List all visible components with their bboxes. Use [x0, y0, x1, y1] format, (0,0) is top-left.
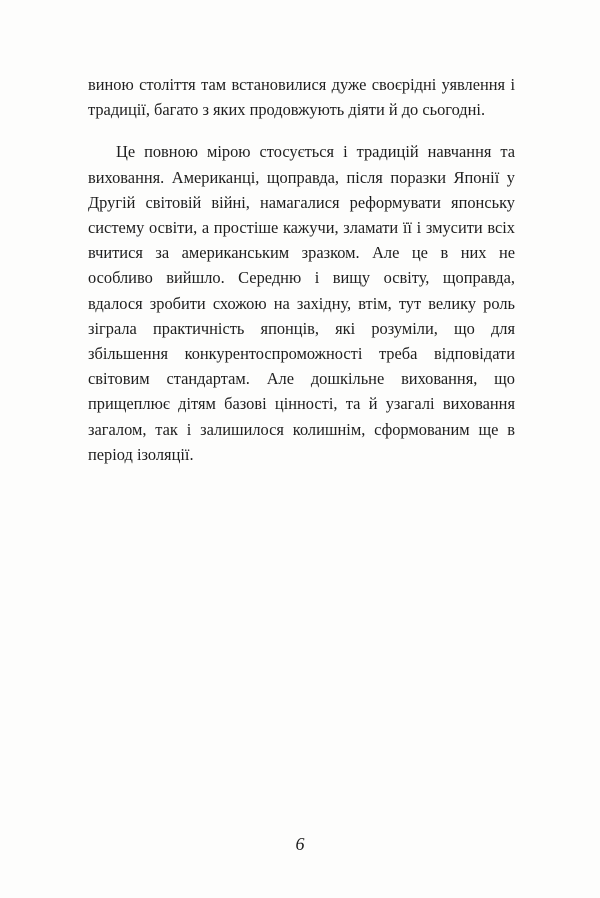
- paragraph-continuation: виною століття там встановилися дуже своєрідні уявлення і традиції, багато з яких продовжують діяти й до сьогодні.: [88, 75, 515, 120]
- page-number: 6: [295, 834, 305, 854]
- body-text: [88, 72, 515, 467]
- paragraph-education-traditions: Це повною мірою стосується і традицій навчання та виховання. Американці, щоправда, після поразки Японії у Другій світовій війні, намагалися реформувати японську систему освіти, а простіше кажучи, зламати її і змусити всіх вчитися за американським зразком. Але це в них не особливо вийшло. Середню і вищу освіту, щоправда, вдалося зробити схожою на західну, втім, тут велику роль зіграла практичність японців, які розуміли, що для збільшення конкурентоспроможності треба відповідати світовим стандартам. Але дошкільне виховання, що прищеплює дітям базові цінності, та й узагалі виховання загалом, так і залишилося колишнім, сформованим ще в період ізоляції.: [88, 142, 515, 464]
